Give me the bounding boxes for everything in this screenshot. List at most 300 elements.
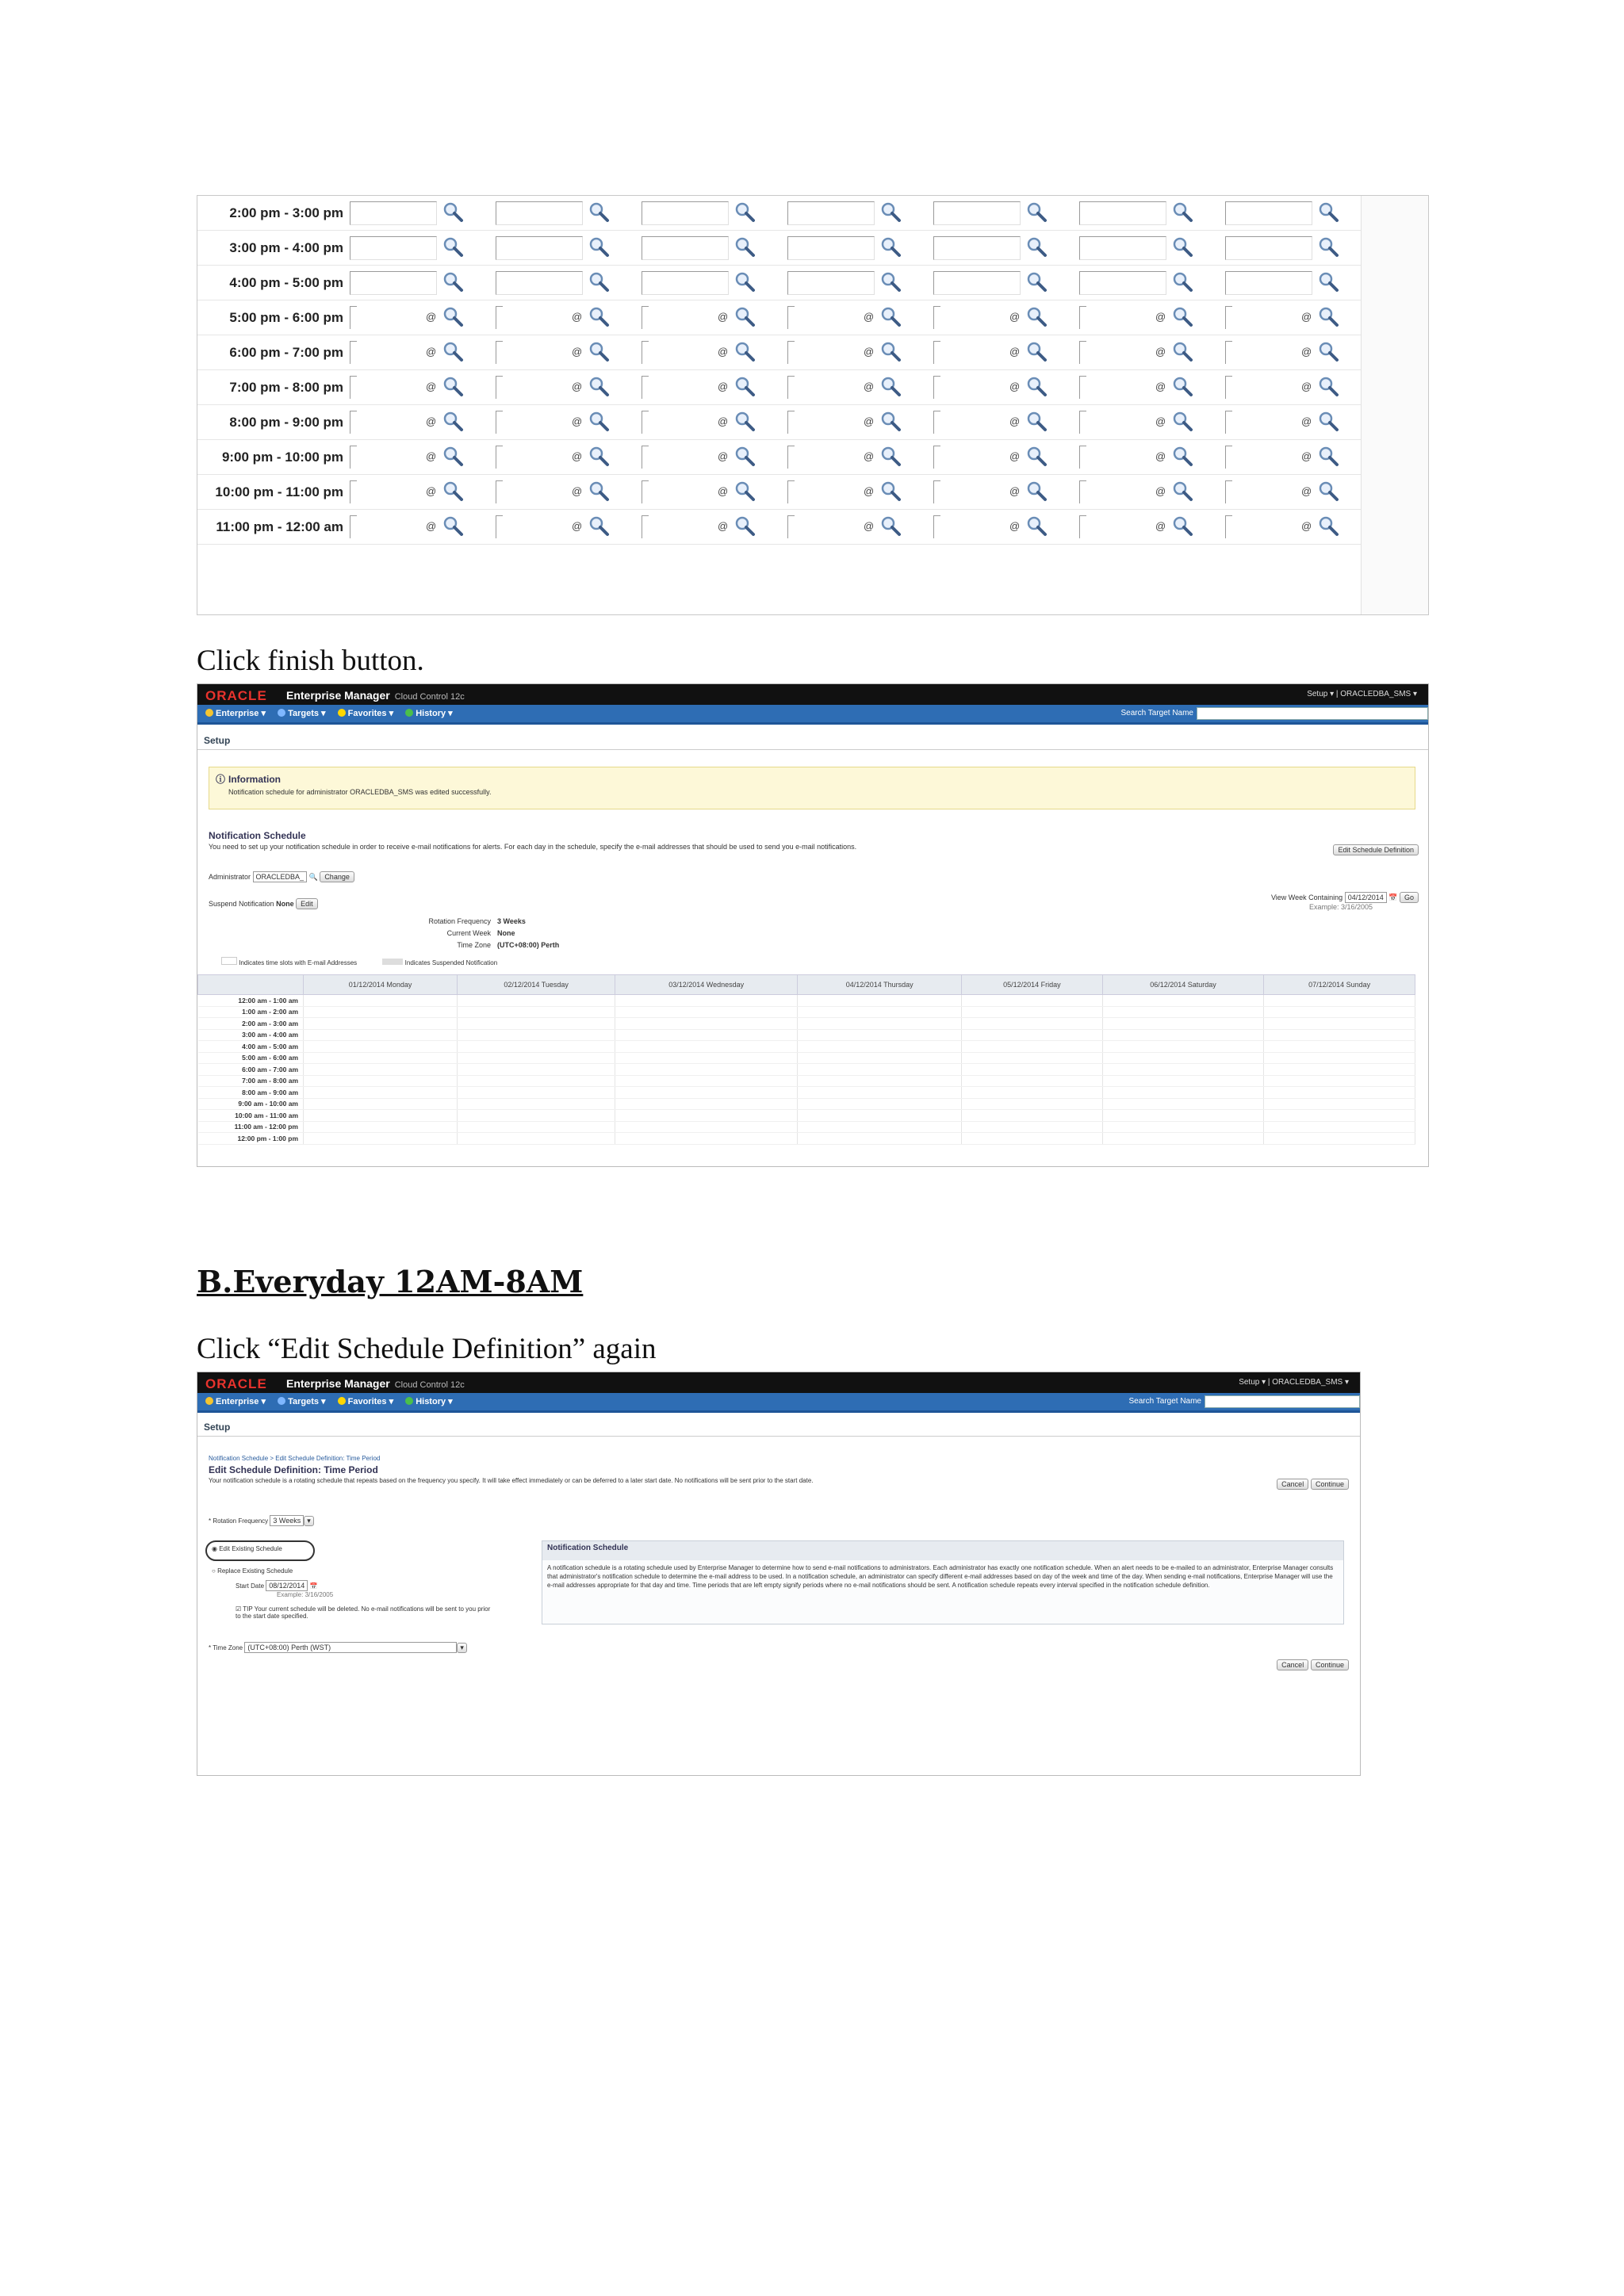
search-icon[interactable] xyxy=(1317,235,1341,259)
mail-icon: @ xyxy=(1155,485,1166,497)
continue-button-bottom[interactable]: Continue xyxy=(1311,1659,1349,1670)
schedule-cell[interactable] xyxy=(962,1110,1103,1122)
search-icon[interactable] xyxy=(879,201,903,224)
timeslot-row xyxy=(197,300,1371,335)
email-field[interactable] xyxy=(496,515,503,538)
search-icon[interactable] xyxy=(588,305,611,329)
search-icon[interactable] xyxy=(1171,201,1195,224)
search-icon[interactable] xyxy=(879,340,903,364)
search-icon[interactable] xyxy=(442,445,465,469)
timeslot-cell xyxy=(933,300,1079,335)
schedule-cell[interactable] xyxy=(1264,1110,1415,1122)
email-field[interactable] xyxy=(350,201,437,225)
schedule-cell[interactable] xyxy=(1264,995,1415,1007)
email-field[interactable] xyxy=(933,480,940,503)
email-field[interactable] xyxy=(1079,480,1086,503)
search-icon[interactable] xyxy=(879,375,903,399)
schedule-cell[interactable] xyxy=(615,1041,798,1053)
start-date-field[interactable]: 08/12/2014 xyxy=(266,1580,308,1591)
schedule-cell[interactable] xyxy=(1264,1087,1415,1099)
calendar-icon[interactable]: 📅 xyxy=(1388,894,1398,901)
schedule-cell[interactable] xyxy=(1102,1075,1264,1087)
schedule-cell[interactable] xyxy=(1102,1018,1264,1030)
schedule-cell[interactable] xyxy=(1102,1029,1264,1041)
search-icon[interactable] xyxy=(588,480,611,503)
search-icon[interactable] xyxy=(1025,201,1049,224)
email-field[interactable] xyxy=(787,236,875,260)
schedule-cell[interactable] xyxy=(1102,1064,1264,1076)
schedule-cell[interactable] xyxy=(304,1098,458,1110)
email-field[interactable] xyxy=(933,236,1021,260)
email-field[interactable] xyxy=(642,376,649,399)
schedule-cell[interactable] xyxy=(962,1052,1103,1064)
email-field[interactable] xyxy=(496,376,503,399)
search-icon[interactable] xyxy=(1025,445,1049,469)
schedule-cell[interactable] xyxy=(458,1029,615,1041)
search-icon[interactable] xyxy=(879,445,903,469)
schedule-cell[interactable] xyxy=(798,1098,962,1110)
schedule-cell[interactable] xyxy=(304,1041,458,1053)
email-field[interactable] xyxy=(933,341,940,364)
email-field[interactable] xyxy=(1079,271,1166,295)
search-icon[interactable] xyxy=(442,480,465,503)
schedule-cell[interactable] xyxy=(962,1087,1103,1099)
day-column-header: 06/12/2014 Saturday xyxy=(1102,975,1264,995)
email-field[interactable] xyxy=(642,480,649,503)
schedule-cell[interactable] xyxy=(798,1133,962,1145)
nav-enterprise[interactable]: Enterprise ▾ xyxy=(205,709,266,718)
search-icon[interactable] xyxy=(1025,515,1049,538)
search-icon[interactable] xyxy=(588,375,611,399)
email-field[interactable] xyxy=(350,306,357,329)
schedule-cell[interactable] xyxy=(1102,1006,1264,1018)
search-icon[interactable] xyxy=(879,480,903,503)
schedule-cell[interactable] xyxy=(615,1029,798,1041)
schedule-row xyxy=(198,1006,1415,1018)
schedule-cell[interactable] xyxy=(615,1110,798,1122)
search-icon[interactable] xyxy=(1025,375,1049,399)
cancel-button-bottom[interactable]: Cancel xyxy=(1277,1659,1308,1670)
schedule-cell[interactable] xyxy=(304,1121,458,1133)
search-icon[interactable] xyxy=(733,235,757,259)
schedule-cell[interactable] xyxy=(615,1087,798,1099)
search-icon[interactable] xyxy=(442,235,465,259)
email-field[interactable] xyxy=(1079,446,1086,469)
search-icon[interactable] xyxy=(1317,375,1341,399)
schedule-time-label: 10:00 am - 11:00 am xyxy=(198,1110,304,1122)
email-field[interactable] xyxy=(350,480,357,503)
nav-history[interactable]: History ▾ xyxy=(405,709,452,718)
email-field[interactable] xyxy=(787,306,795,329)
search-icon[interactable] xyxy=(442,410,465,434)
nav-enterprise[interactable]: Enterprise ▾ xyxy=(205,1397,266,1406)
search-icon[interactable] xyxy=(442,515,465,538)
search-icon[interactable] xyxy=(588,340,611,364)
schedule-cell[interactable] xyxy=(1102,995,1264,1007)
schedule-time-label: 11:00 am - 12:00 pm xyxy=(198,1121,304,1133)
search-icon[interactable] xyxy=(442,270,465,294)
scroll-area[interactable] xyxy=(1361,196,1428,614)
email-field[interactable] xyxy=(642,306,649,329)
schedule-cell[interactable] xyxy=(458,1133,615,1145)
schedule-cell[interactable] xyxy=(798,1041,962,1053)
email-field[interactable] xyxy=(787,515,795,538)
schedule-cell[interactable] xyxy=(1264,1121,1415,1133)
schedule-cell[interactable] xyxy=(962,1064,1103,1076)
search-icon[interactable] xyxy=(733,270,757,294)
email-field[interactable] xyxy=(1225,271,1312,295)
email-field[interactable] xyxy=(350,376,357,399)
schedule-cell[interactable] xyxy=(304,1018,458,1030)
breadcrumb[interactable]: Notification Schedule > Edit Schedule Definition: Time Period xyxy=(209,1455,381,1462)
schedule-cell[interactable] xyxy=(615,1075,798,1087)
schedule-cell[interactable] xyxy=(458,1121,615,1133)
schedule-cell[interactable] xyxy=(458,1110,615,1122)
schedule-cell[interactable] xyxy=(1264,1075,1415,1087)
search-icon[interactable] xyxy=(733,410,757,434)
schedule-cell[interactable] xyxy=(304,1087,458,1099)
schedule-cell[interactable] xyxy=(615,995,798,1007)
schedule-cell[interactable] xyxy=(615,1133,798,1145)
schedule-cell[interactable] xyxy=(458,995,615,1007)
em-topbar xyxy=(197,1372,1360,1393)
schedule-cell[interactable] xyxy=(798,1110,962,1122)
email-field[interactable] xyxy=(1225,376,1232,399)
schedule-cell[interactable] xyxy=(798,1121,962,1133)
schedule-cell[interactable] xyxy=(798,1052,962,1064)
search-icon[interactable] xyxy=(1171,410,1195,434)
search-icon[interactable] xyxy=(733,515,757,538)
schedule-cell[interactable] xyxy=(962,1006,1103,1018)
mail-icon: @ xyxy=(572,415,583,427)
nav-targets[interactable]: Targets ▾ xyxy=(278,709,326,718)
caption-finish: Click finish button. xyxy=(197,645,424,677)
schedule-cell[interactable] xyxy=(458,1018,615,1030)
schedule-cell[interactable] xyxy=(1264,1064,1415,1076)
mail-icon: @ xyxy=(864,485,875,497)
email-field[interactable] xyxy=(642,446,649,469)
schedule-cell[interactable] xyxy=(798,1064,962,1076)
email-field[interactable] xyxy=(787,201,875,225)
schedule-row xyxy=(198,1133,1415,1145)
email-field[interactable] xyxy=(1225,411,1232,434)
rotation-labels: Rotation Frequency Current Week Time Zone xyxy=(428,917,491,949)
search-icon[interactable] xyxy=(879,515,903,538)
start-date-row: Start Date 08/12/2014 📅 Example: 3/16/2005 xyxy=(236,1582,334,1598)
schedule-cell[interactable] xyxy=(458,1052,615,1064)
email-field[interactable] xyxy=(350,236,437,260)
search-icon[interactable] xyxy=(1171,340,1195,364)
mail-icon: @ xyxy=(572,311,583,323)
search-icon[interactable] xyxy=(733,305,757,329)
search-icon[interactable] xyxy=(588,515,611,538)
search-icon[interactable] xyxy=(588,235,611,259)
email-field[interactable] xyxy=(1079,515,1086,538)
email-field[interactable] xyxy=(642,515,649,538)
calendar-icon[interactable]: 📅 xyxy=(309,1582,318,1590)
search-icon[interactable] xyxy=(442,340,465,364)
schedule-cell[interactable] xyxy=(458,1064,615,1076)
timeslot-cell xyxy=(787,266,933,300)
schedule-cell[interactable] xyxy=(1102,1110,1264,1122)
email-field[interactable] xyxy=(1079,341,1086,364)
search-icon[interactable] xyxy=(733,201,757,224)
search-icon[interactable] xyxy=(733,340,757,364)
search-icon[interactable] xyxy=(442,375,465,399)
schedule-cell[interactable] xyxy=(962,1121,1103,1133)
search-icon[interactable] xyxy=(1317,480,1341,503)
schedule-cell[interactable] xyxy=(458,1087,615,1099)
search-icon[interactable] xyxy=(733,375,757,399)
search-icon[interactable] xyxy=(1317,340,1341,364)
mail-icon: @ xyxy=(426,450,437,462)
search-icon[interactable] xyxy=(879,235,903,259)
email-field[interactable] xyxy=(787,341,795,364)
schedule-cell[interactable] xyxy=(615,1098,798,1110)
email-field[interactable] xyxy=(642,411,649,434)
schedule-cell[interactable] xyxy=(615,1121,798,1133)
admin-field[interactable]: ORACLEDBA_ xyxy=(253,871,308,882)
search-icon[interactable] xyxy=(733,445,757,469)
oracle-logo: ORACLE xyxy=(205,688,267,703)
timeslot-cell xyxy=(642,370,787,404)
product-name: Enterprise Manager Cloud Control 12c xyxy=(286,689,465,702)
schedule-cell[interactable] xyxy=(962,1133,1103,1145)
search-icon[interactable] xyxy=(733,480,757,503)
schedule-cell[interactable] xyxy=(962,995,1103,1007)
email-field[interactable] xyxy=(1079,411,1086,434)
schedule-cell[interactable] xyxy=(798,1006,962,1018)
email-field[interactable] xyxy=(933,376,940,399)
schedule-cell[interactable] xyxy=(798,1029,962,1041)
schedule-cell[interactable] xyxy=(962,1041,1103,1053)
email-field[interactable] xyxy=(350,271,437,295)
email-field[interactable] xyxy=(496,306,503,329)
email-field[interactable] xyxy=(1079,236,1166,260)
schedule-cell[interactable] xyxy=(1264,1041,1415,1053)
email-field[interactable] xyxy=(1225,236,1312,260)
schedule-cell[interactable] xyxy=(962,1098,1103,1110)
day-column-header: 05/12/2014 Friday xyxy=(962,975,1103,995)
user-menu[interactable]: Setup ▾ | ORACLEDBA_SMS ▾ xyxy=(1239,1378,1349,1387)
timeslot-cell xyxy=(1225,475,1371,509)
search-icon[interactable] xyxy=(1025,270,1049,294)
search-icon[interactable] xyxy=(588,201,611,224)
nav-favorites[interactable]: Favorites ▾ xyxy=(338,709,394,718)
schedule-cell[interactable] xyxy=(304,1133,458,1145)
suspend-edit-button[interactable]: Edit xyxy=(296,898,318,909)
search-icon[interactable] xyxy=(1317,270,1341,294)
schedule-cell[interactable] xyxy=(1264,1133,1415,1145)
email-field[interactable] xyxy=(1079,201,1166,225)
timeslot-cell xyxy=(1079,266,1225,300)
continue-button[interactable]: Continue xyxy=(1311,1479,1349,1490)
schedule-cell[interactable] xyxy=(1264,1052,1415,1064)
mail-icon: @ xyxy=(1155,450,1166,462)
email-field[interactable] xyxy=(350,411,357,434)
schedule-cell[interactable] xyxy=(1264,1018,1415,1030)
schedule-cell[interactable] xyxy=(962,1018,1103,1030)
search-icon[interactable] xyxy=(1025,235,1049,259)
timezone-select[interactable]: (UTC+08:00) Perth (WST) xyxy=(244,1642,457,1653)
email-field[interactable] xyxy=(933,446,940,469)
email-field[interactable] xyxy=(496,446,503,469)
view-week-field[interactable]: 04/12/2014 xyxy=(1345,892,1387,903)
search-icon[interactable] xyxy=(442,305,465,329)
email-field[interactable] xyxy=(787,376,795,399)
schedule-cell[interactable] xyxy=(798,995,962,1007)
checkbox[interactable]: ☑ xyxy=(236,1605,242,1613)
search-icon[interactable]: 🔍 xyxy=(308,873,318,881)
schedule-cell[interactable] xyxy=(304,1075,458,1087)
timeslot-label: 7:00 pm - 8:00 pm xyxy=(197,370,350,405)
mail-icon: @ xyxy=(718,311,729,323)
email-field[interactable] xyxy=(350,515,357,538)
email-field[interactable] xyxy=(1225,341,1232,364)
email-field[interactable] xyxy=(496,236,583,260)
email-field[interactable] xyxy=(933,271,1021,295)
search-icon[interactable] xyxy=(442,201,465,224)
email-field[interactable] xyxy=(933,411,940,434)
schedule-cell[interactable] xyxy=(1102,1133,1264,1145)
email-field[interactable] xyxy=(787,271,875,295)
search-icon[interactable] xyxy=(1171,305,1195,329)
schedule-cell[interactable] xyxy=(798,1087,962,1099)
search-icon[interactable] xyxy=(1171,235,1195,259)
search-icon[interactable] xyxy=(1317,410,1341,434)
go-button[interactable]: Go xyxy=(1400,892,1419,903)
email-field[interactable] xyxy=(642,271,729,295)
email-field[interactable] xyxy=(642,236,729,260)
search-icon[interactable] xyxy=(1171,270,1195,294)
email-field[interactable] xyxy=(1225,480,1232,503)
search-icon[interactable] xyxy=(1317,305,1341,329)
timeslot-cell xyxy=(1225,440,1371,474)
mail-icon: @ xyxy=(1155,311,1166,323)
email-field[interactable] xyxy=(787,446,795,469)
search-icon[interactable] xyxy=(1171,445,1195,469)
search-icon[interactable] xyxy=(1025,305,1049,329)
schedule-cell[interactable] xyxy=(1264,1029,1415,1041)
opt-edit-existing[interactable]: ◉ Edit Existing Schedule xyxy=(212,1545,282,1552)
schedule-cell[interactable] xyxy=(304,1064,458,1076)
schedule-cell[interactable] xyxy=(615,1064,798,1076)
nav-favorites[interactable]: Favorites ▾ xyxy=(338,1397,394,1406)
schedule-time-label: 4:00 am - 5:00 am xyxy=(198,1041,304,1053)
search-icon[interactable] xyxy=(1025,340,1049,364)
search-input[interactable] xyxy=(1205,1395,1360,1408)
email-field[interactable] xyxy=(642,341,649,364)
mail-icon: @ xyxy=(864,450,875,462)
email-field[interactable] xyxy=(1225,201,1312,225)
schedule-cell[interactable] xyxy=(1102,1098,1264,1110)
schedule-cell[interactable] xyxy=(458,1098,615,1110)
search-icon[interactable] xyxy=(1025,410,1049,434)
schedule-cell[interactable] xyxy=(1102,1052,1264,1064)
search-icon[interactable] xyxy=(879,270,903,294)
schedule-cell[interactable] xyxy=(304,1029,458,1041)
search-icon[interactable] xyxy=(1317,445,1341,469)
opt-replace-existing[interactable]: ○ Replace Existing Schedule xyxy=(212,1567,293,1575)
email-field[interactable] xyxy=(496,271,583,295)
schedule-cell[interactable] xyxy=(798,1075,962,1087)
schedule-cell[interactable] xyxy=(1102,1121,1264,1133)
nav-targets[interactable]: Targets ▾ xyxy=(278,1397,326,1406)
search-icon[interactable] xyxy=(1317,201,1341,224)
search-input[interactable] xyxy=(1197,707,1428,720)
schedule-row xyxy=(198,1098,1415,1110)
timeslot-cell xyxy=(642,335,787,369)
schedule-cell[interactable] xyxy=(798,1018,962,1030)
schedule-cell[interactable] xyxy=(304,995,458,1007)
schedule-cell[interactable] xyxy=(962,1075,1103,1087)
edit-schedule-definition-button[interactable]: Edit Schedule Definition xyxy=(1333,844,1419,855)
search-icon[interactable] xyxy=(879,410,903,434)
timeslot-cell xyxy=(642,440,787,474)
email-field[interactable] xyxy=(933,515,940,538)
search-icon[interactable] xyxy=(1171,375,1195,399)
schedule-cell[interactable] xyxy=(1102,1087,1264,1099)
search-icon[interactable] xyxy=(588,270,611,294)
email-field[interactable] xyxy=(1225,306,1232,329)
user-menu[interactable]: Setup ▾ | ORACLEDBA_SMS ▾ xyxy=(1307,690,1417,698)
schedule-cell[interactable] xyxy=(962,1029,1103,1041)
search-icon[interactable] xyxy=(879,305,903,329)
schedule-time-label: 9:00 am - 10:00 am xyxy=(198,1098,304,1110)
email-field[interactable] xyxy=(350,446,357,469)
email-field[interactable] xyxy=(496,411,503,434)
schedule-cell[interactable] xyxy=(458,1041,615,1053)
email-field[interactable] xyxy=(1225,515,1232,538)
email-field[interactable] xyxy=(787,480,795,503)
schedule-cell[interactable] xyxy=(615,1018,798,1030)
schedule-cell[interactable] xyxy=(1264,1006,1415,1018)
rotation-select[interactable]: 3 Weeks xyxy=(270,1515,304,1526)
search-icon[interactable] xyxy=(588,445,611,469)
email-field[interactable] xyxy=(1079,376,1086,399)
change-button[interactable]: Change xyxy=(320,871,354,882)
em-navbar xyxy=(197,705,1428,725)
schedule-cell[interactable] xyxy=(304,1110,458,1122)
schedule-cell[interactable] xyxy=(458,1075,615,1087)
nav-history[interactable]: History ▾ xyxy=(405,1397,452,1406)
email-field[interactable] xyxy=(933,306,940,329)
timeslot-cell xyxy=(933,475,1079,509)
email-field[interactable] xyxy=(496,480,503,503)
email-field[interactable] xyxy=(933,201,1021,225)
search-icon[interactable] xyxy=(1171,515,1195,538)
email-field[interactable] xyxy=(787,411,795,434)
schedule-cell[interactable] xyxy=(1102,1041,1264,1053)
schedule-cell[interactable] xyxy=(1264,1098,1415,1110)
cancel-button[interactable]: Cancel xyxy=(1277,1479,1308,1490)
schedule-cell[interactable] xyxy=(615,1006,798,1018)
schedule-cell[interactable] xyxy=(458,1006,615,1018)
schedule-cell[interactable] xyxy=(304,1006,458,1018)
email-field[interactable] xyxy=(1225,446,1232,469)
search-icon[interactable] xyxy=(1025,480,1049,503)
search-icon[interactable] xyxy=(588,410,611,434)
search-icon[interactable] xyxy=(1317,515,1341,538)
email-field[interactable] xyxy=(496,201,583,225)
email-field[interactable] xyxy=(642,201,729,225)
email-field[interactable] xyxy=(350,341,357,364)
schedule-cell[interactable] xyxy=(304,1052,458,1064)
email-field[interactable] xyxy=(1079,306,1086,329)
search-icon[interactable] xyxy=(1171,480,1195,503)
schedule-cell[interactable] xyxy=(615,1052,798,1064)
email-field[interactable] xyxy=(496,341,503,364)
